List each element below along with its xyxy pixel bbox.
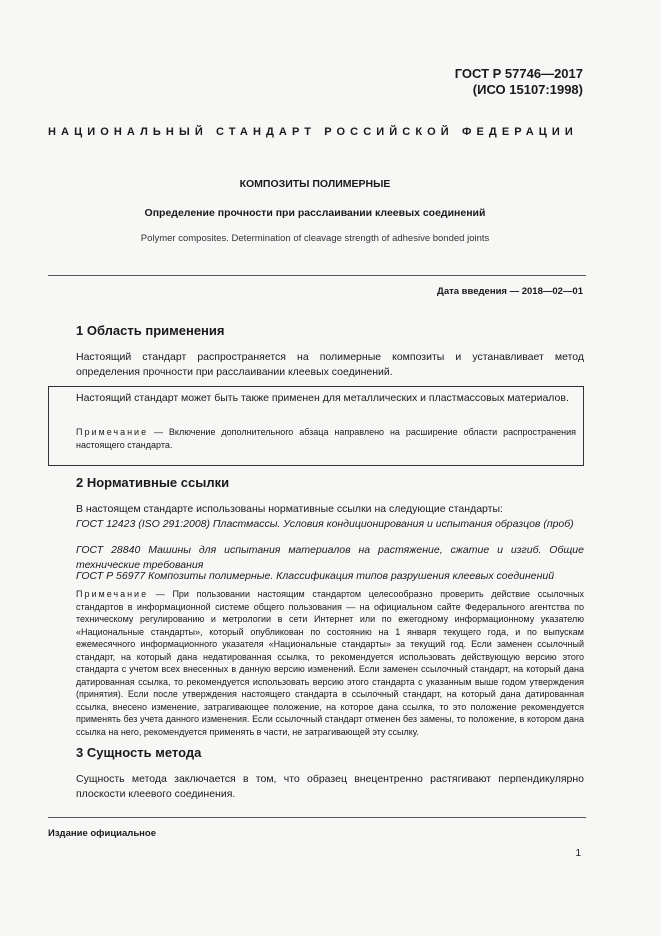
title-divider [48,275,586,276]
standard-number: ГОСТ Р 57746—2017 [454,66,583,81]
reference-item: ГОСТ 28840 Машины для испытания материалов на растяжение, сжатие и изгиб. Общие технические требования [76,544,584,571]
introduction-date: Дата введения — 2018—02—01 [437,286,583,297]
references-note [76,588,584,738]
section-3-paragraph: Сущность метода заключается в том, что образец внецентренно растягивают перпендикулярно плоскости клеевого соединения. [76,773,584,800]
amendment-box [48,386,584,466]
document-subtitle: Определение прочности при расслаивании клеевых соединений [144,207,486,219]
iso-number: (ИСО 15107:1998) [472,82,583,97]
section-1-heading: 1 Область применения [76,323,225,338]
note-label: Примечание [76,427,149,437]
page-number: 1 [575,848,581,859]
standard-number-block [455,66,583,98]
english-title: Polymer composites. Determination of cleavage strength of adhesive bonded joints [140,233,490,244]
note-label: Примечание [76,589,149,599]
official-edition-label: Издание официальное [48,828,156,839]
section-2-heading: 2 Нормативные ссылки [76,475,230,490]
reference-item: ГОСТ 12423 (ISO 291:2008) Пластмассы. Условия кондиционирования и испытания образцов (проб) [76,518,574,530]
note-text: — Включение дополнительного абзаца направлено на расширение области распространения настоящего стандарта. [76,427,576,450]
document-title: КОМПОЗИТЫ ПОЛИМЕРНЫЕ [239,178,391,190]
section-1-paragraph: Настоящий стандарт распространяется на полимерные композиты и устанавливает метод определения прочности при расслаивании клеевых соединений. [76,351,584,378]
section-3-heading: 3 Сущность метода [76,745,202,760]
amendment-paragraph: Настоящий стандарт может быть также применен для металлических и пластмассовых материалов. [76,392,569,404]
footer-divider [48,817,586,818]
national-standard-banner: НАЦИОНАЛЬНЫЙ СТАНДАРТ РОССИЙСКОЙ ФЕДЕРАЦИИ [48,126,578,138]
section-2-intro: В настоящем стандарте использованы нормативные ссылки на следующие стандарты: [76,503,503,515]
amendment-note [76,426,576,451]
note-text: — При пользовании настоящим стандартом целесообразно проверить действие ссылочных стандартов в информационной системе общего пользования — на официальном сайте Федерального агентства по техническому регулированию и метрологии в сети Интернет или по ежегодному информационному указателю «Национальные стандарты», который опубликован по состоянию на 1 января текущего года, и по выпускам ежемесячного информационного указателя «Национальные стандарты» за текущий год. Если заменен ссылочный стандарт, на который дана недатированная ссылка, то рекомендуется использовать действующую версию этого стандарта с учетом всех внесенных в данную версию изменений. Если заменен ссылочный стандарт, на который дана датированная ссылка, то рекомендуется использовать версию этого стандарта с указанным выше годом утверждения (принятия). Если после утверждения настоящего стандарта в ссылочный стандарт, на который дана датированная ссылка, внесено изменение, затрагивающее положение, на которое дана ссылка, то это положение рекомендуется применять без учета данного изменения. Если ссылочный стандарт отменен без замены, то положение, в котором дана ссылка на него, рекомендуется применять в части, не затрагивающей эту ссылку. [76,589,584,737]
reference-item: ГОСТ Р 56977 Композиты полимерные. Классификация типов разрушения клеевых соединений [76,570,555,582]
